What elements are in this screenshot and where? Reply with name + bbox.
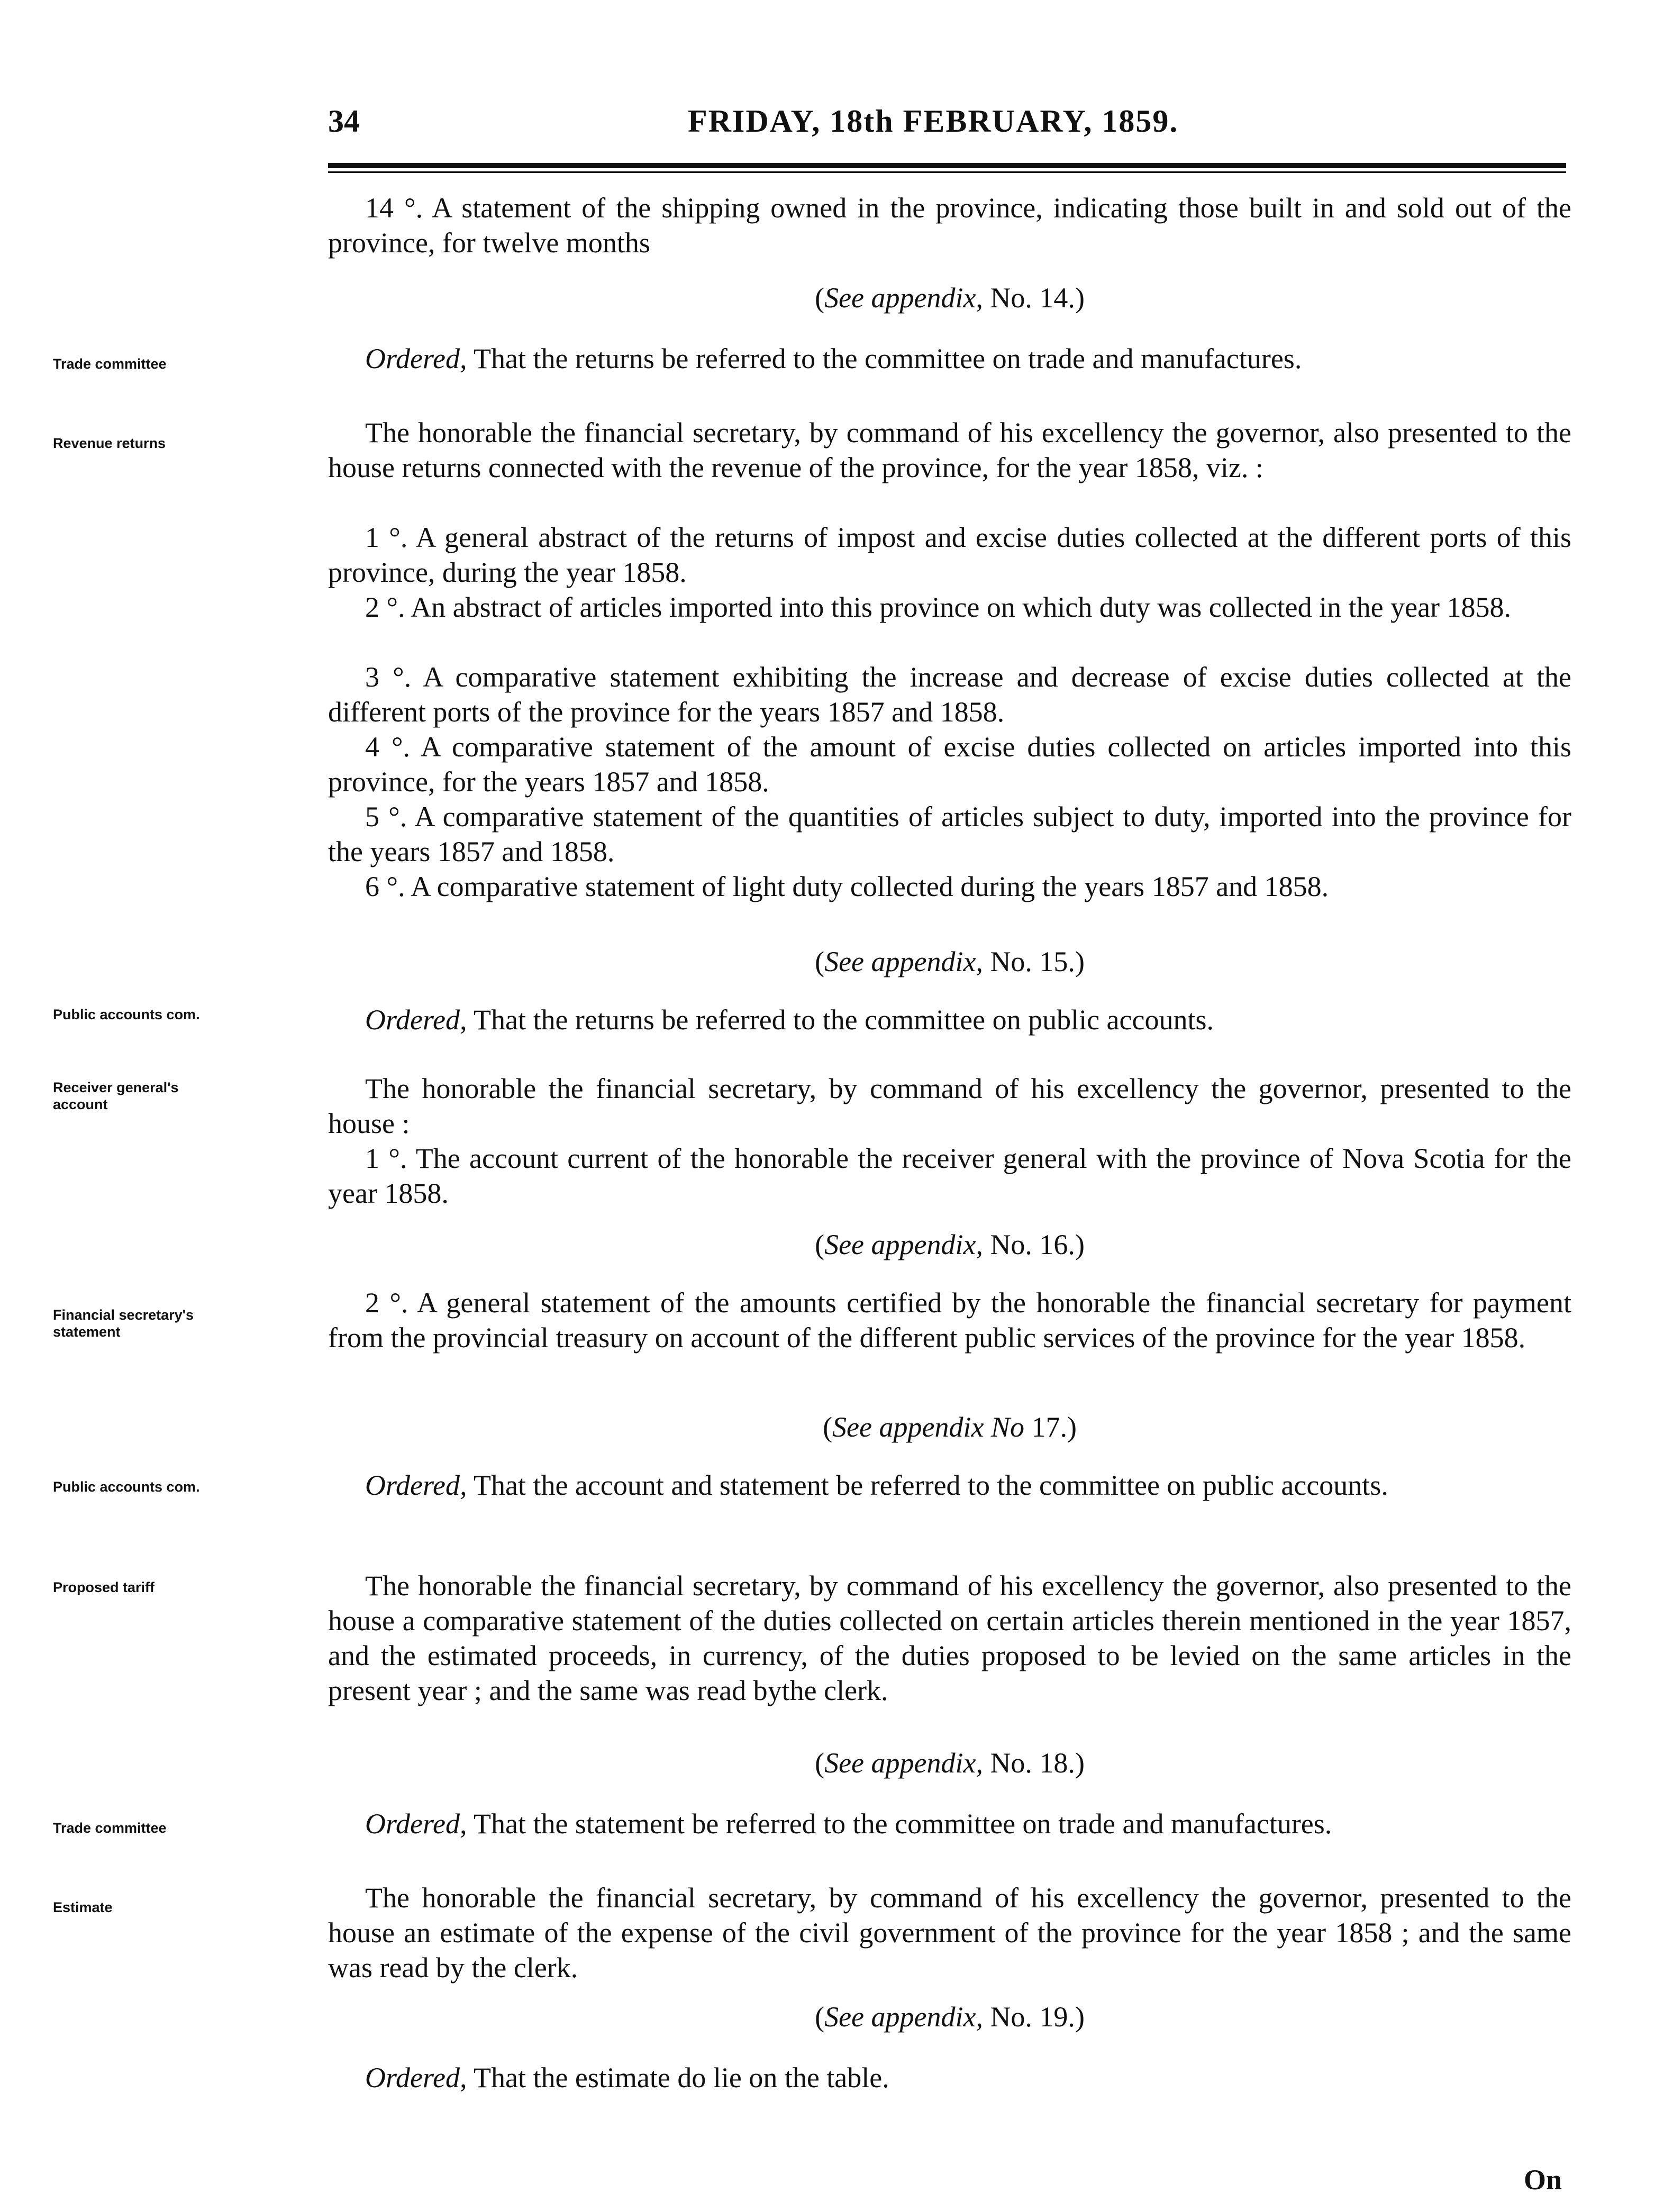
paragraph-revenue-intro: The honorable the financial secretary, by command of his excellency the governor, also presented to the house returns connected with the revenue of the province, for the year 1858, viz. : <box>328 417 1571 483</box>
margin-note-public-accounts: Public accounts com. <box>53 1007 200 1022</box>
header-rule-thick <box>328 163 1566 168</box>
appendix-ref-italic: See appendix, <box>824 1747 983 1779</box>
ordered-text: That the account and statement be referred to the committee on public accounts. <box>474 1469 1388 1501</box>
ordered-italic: Ordered, <box>365 1469 467 1501</box>
ordered-trade-committee <box>328 341 1571 376</box>
revenue-item-5: 5 °. A comparative statement of the quantities of articles subject to duty, imported into the province for the years 1857 and 1858. <box>328 801 1571 867</box>
margin-note-revenue-returns: Revenue returns <box>53 435 166 451</box>
ordered-lie-on-table <box>328 2060 1571 2095</box>
appendix-ref-italic: See appendix, <box>824 282 983 314</box>
ordered-italic: Ordered, <box>365 2062 467 2094</box>
paragraph-receiver-intro: The honorable the financial secretary, by command of his excellency the governor, presented to the house : <box>328 1073 1571 1139</box>
margin-note-receiver-general: Receiver general's account <box>53 1080 179 1112</box>
appendix-ref-17: (See appendix No 17.) <box>823 1411 1077 1443</box>
revenue-item-6: 6 °. A comparative statement of light duty collected during the years 1857 and 1858. <box>365 871 1329 902</box>
ordered-text: That the returns be referred to the committee on public accounts. <box>474 1004 1214 1036</box>
page-number: 34 <box>328 104 360 139</box>
appendix-ref-14: (See appendix, No. 14.) <box>815 282 1085 314</box>
margin-note-estimate: Estimate <box>53 1899 113 1915</box>
appendix-ref-number: 17. <box>1031 1411 1067 1443</box>
margin-note-trade-committee-2: Trade committee <box>53 1820 167 1836</box>
appendix-ref-number: No. 14. <box>990 282 1075 314</box>
paragraph-proposed-tariff: The honorable the financial secretary, by command of his excellency the governor, also presented to the house a comparative statement of the duties collected on certain articles therein mentioned in the year 1857, and the estimated proceeds, in currency, of the duties proposed to be levied on the same articles in the present year ; and the same was read bythe clerk. <box>328 1570 1571 1706</box>
receiver-item-2: 2 °. A general statement of the amounts certified by the honorable the financial secretary for payment from the provincial treasury on account of the different public services of the province for the year 1858. <box>328 1287 1571 1354</box>
appendix-ref-18: (See appendix, No. 18.) <box>815 1747 1085 1779</box>
page-header <box>328 103 1566 151</box>
appendix-ref-italic: See appendix, <box>824 946 983 977</box>
revenue-item-3: 3 °. A comparative statement exhibiting the increase and decrease of excise duties collected at the different ports of the province for the years 1857 and 1858. <box>328 661 1571 728</box>
appendix-ref-number: No. 16. <box>990 1229 1075 1260</box>
appendix-ref-italic: See appendix No <box>832 1411 1024 1443</box>
catchword: On <box>1524 2164 1562 2196</box>
ordered-italic: Ordered, <box>365 1004 467 1036</box>
paragraph-estimate: The honorable the financial secretary, by command of his excellency the governor, presented to the house an estimate of the expense of the civil government of the province for the year 1858 ; and the same was read by the clerk. <box>328 1882 1571 1984</box>
appendix-ref-number: No. 19. <box>990 2001 1075 2033</box>
appendix-ref-italic: See appendix, <box>824 2001 983 2033</box>
receiver-item-1: 1 °. The account current of the honorable the receiver general with the province of Nova Scotia for the year 1858. <box>328 1142 1571 1209</box>
revenue-item-4: 4 °. A comparative statement of the amount of excise duties collected on articles imported into this province, for the years 1857 and 1858. <box>328 731 1571 798</box>
ordered-text: That the statement be referred to the committee on trade and manufactures. <box>474 1808 1332 1840</box>
ordered-text: That the estimate do lie on the table. <box>474 2062 889 2094</box>
ordered-public-accounts-2 <box>328 1468 1571 1503</box>
ordered-trade-committee-2 <box>328 1806 1571 1841</box>
appendix-ref-19: (See appendix, No. 19.) <box>815 2001 1085 2033</box>
ordered-italic: Ordered, <box>365 343 467 374</box>
appendix-ref-italic: See appendix, <box>824 1229 983 1260</box>
margin-note-public-accounts-2: Public accounts com. <box>53 1479 200 1495</box>
margin-note-proposed-tariff: Proposed tariff <box>53 1579 155 1595</box>
ordered-public-accounts <box>328 1002 1571 1037</box>
revenue-item-2: 2 °. An abstract of articles imported into this province on which duty was collected in the year 1858. <box>365 591 1512 623</box>
page-title: FRIDAY, 18th FEBRUARY, 1859. <box>688 104 1179 139</box>
ordered-italic: Ordered, <box>365 1808 467 1840</box>
paragraph-item-14: 14 °. A statement of the shipping owned in the province, indicating those built in and sold out of the province, for twelve months <box>328 192 1571 259</box>
margin-note-financial-secretary: Financial secretary's statement <box>53 1307 194 1340</box>
appendix-ref-16: (See appendix, No. 16.) <box>815 1229 1085 1260</box>
appendix-ref-number: No. 18. <box>990 1747 1075 1779</box>
revenue-item-1: 1 °. A general abstract of the returns of impost and excise duties collected at the different ports of this province, during the year 1858. <box>328 522 1571 588</box>
header-rule-thin <box>328 171 1566 173</box>
margin-note-trade-committee: Trade committee <box>53 356 167 372</box>
ordered-text: That the returns be referred to the committee on trade and manufactures. <box>474 343 1302 374</box>
appendix-ref-15: (See appendix, No. 15.) <box>815 946 1085 977</box>
appendix-ref-number: No. 15. <box>990 946 1075 977</box>
